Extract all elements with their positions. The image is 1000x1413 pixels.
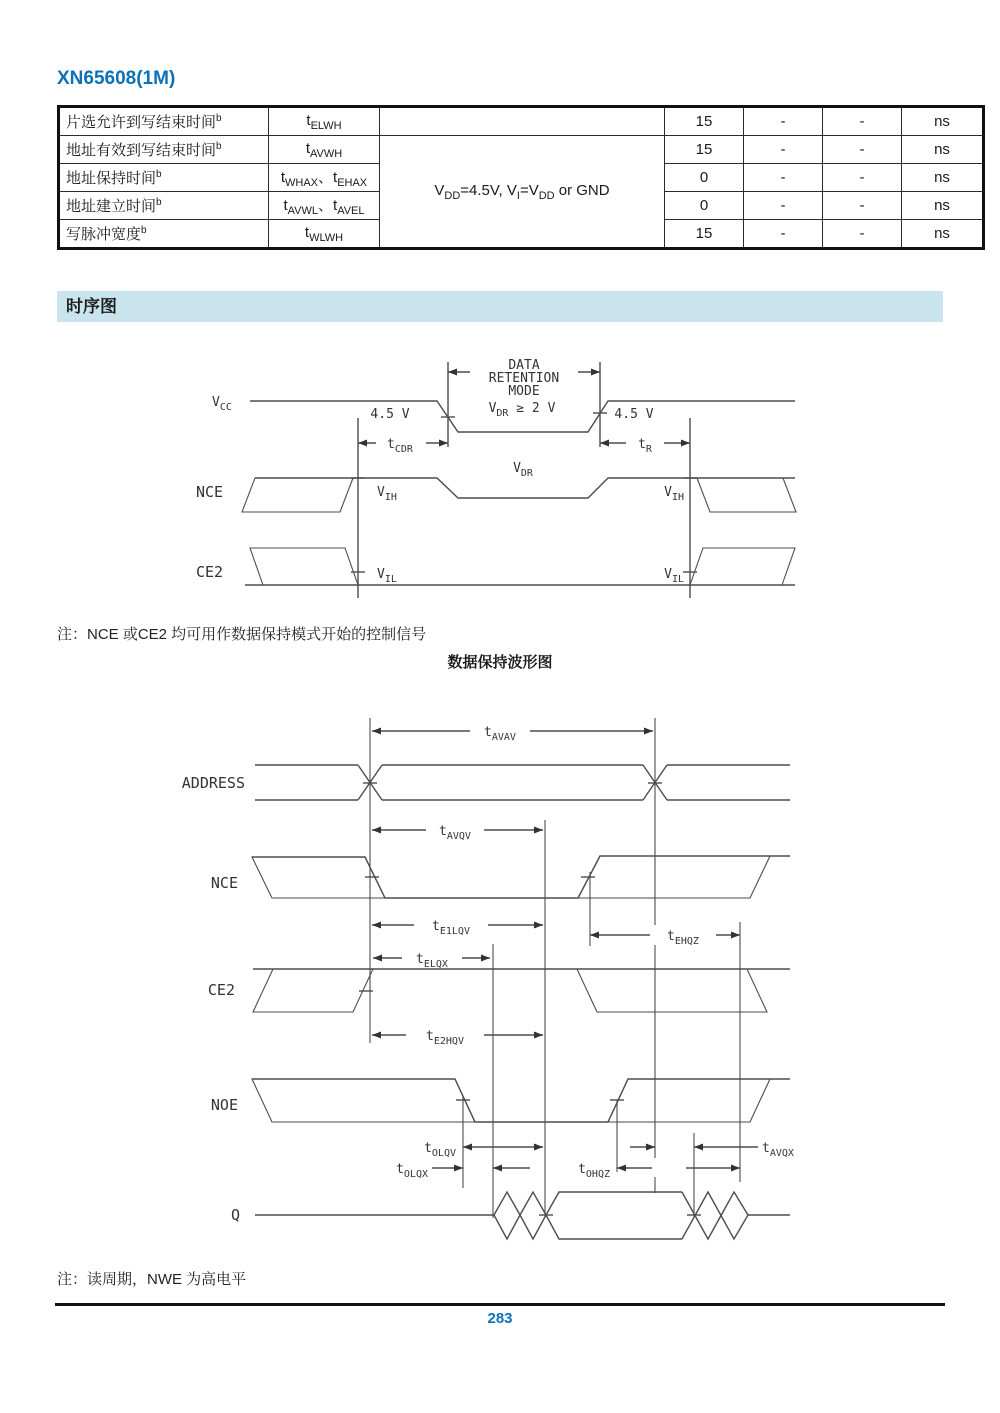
footnote-marker: b (216, 141, 222, 152)
unit-cell: ns (902, 164, 984, 192)
vih-right-label: $V_{IH}$ (664, 485, 684, 503)
tr-label: $t_R$ (638, 437, 652, 455)
param-name: 地址建立时间 (66, 198, 157, 215)
q-invalid-left-zigzag-b (494, 1192, 546, 1239)
vil-right-label: $V_{IL}$ (664, 567, 684, 585)
vcc-label: $V_{CC}$ (212, 395, 232, 413)
te1lqv-label: $t_{E1LQV}$ (432, 919, 470, 937)
q-valid-band (546, 1192, 682, 1239)
param-name: 片选允许到写结束时间 (66, 114, 217, 131)
condition-text: =V (519, 181, 539, 199)
typ-value: - (744, 107, 823, 136)
data-retention-mode-line2: RETENTION (488, 371, 560, 386)
vdr-signal-label: $V_{DR}$ (513, 461, 533, 479)
min-value: 15 (665, 220, 744, 249)
symbol-main: t (306, 111, 311, 129)
ce2-left-hatch (253, 969, 373, 1012)
param-symbol (269, 136, 380, 164)
q-signal-label: Q (230, 1206, 240, 1224)
param-symbol (269, 107, 380, 136)
section-header-timing-diagram: 时序图 (57, 291, 943, 322)
vil-left-label: $V_{IL}$ (377, 567, 397, 585)
nce-left-hatch (242, 478, 353, 512)
param-name: 写脉冲宽度 (66, 226, 142, 243)
symbol-main: t (305, 139, 310, 157)
min-value: 15 (665, 136, 744, 164)
nce-right-hatch (697, 478, 796, 512)
ce2-signal-label: CE2 (196, 563, 224, 581)
symbol-main-2: t (333, 169, 338, 186)
footnote-marker: b (216, 113, 222, 124)
param-symbol (269, 164, 380, 192)
vih-left-label: $V_{IH}$ (377, 485, 397, 503)
condition-text: or GND (554, 181, 610, 199)
typ-value: - (744, 220, 823, 249)
ce2-right-hatch (690, 548, 795, 585)
vdr-threshold-label: $V_{DR} \ge 2$ V (488, 401, 556, 419)
param-symbol (269, 220, 380, 249)
unit-cell: ns (902, 136, 984, 164)
typ-value: - (744, 136, 823, 164)
symbol-sub-2: AVEL (337, 205, 365, 217)
condition-sub: I (516, 189, 520, 202)
unit-cell: ns (902, 192, 984, 220)
min-value: 0 (665, 164, 744, 192)
nce-signal-label: NCE (210, 874, 238, 892)
symbol-sub: AVWH (309, 147, 343, 160)
unit-cell: ns (902, 107, 984, 136)
footnote-marker: b (141, 225, 147, 236)
symbol-sub: WHAX (285, 177, 318, 189)
symbol-main: t (304, 223, 310, 241)
noe-left-hatch (252, 1079, 475, 1122)
telqx-label: $t_{ELQX}$ (416, 952, 448, 970)
address-crossovers (358, 765, 667, 800)
nce-signal-path (255, 478, 795, 498)
symbol-main: t (283, 197, 288, 214)
condition-sub: DD (444, 189, 461, 202)
condition-cell-empty (380, 107, 665, 136)
tolqv-label: $t_{OLQV}$ (424, 1141, 456, 1159)
nce-signal-label: NCE (196, 483, 224, 501)
timing-parameter-table (57, 105, 950, 250)
read-cycle-waveform (0, 695, 1000, 1270)
noe-signal-label: NOE (210, 1096, 238, 1114)
data-retention-waveform (0, 350, 1000, 612)
table-row (59, 136, 984, 164)
unit-cell: ns (902, 220, 984, 249)
min-value: 15 (665, 107, 744, 136)
tavqx-label: $t_{AVQX}$ (762, 1141, 794, 1159)
max-value: - (823, 220, 902, 249)
tolqx-label: $t_{OLQX}$ (396, 1162, 428, 1180)
param-symbol (269, 192, 380, 220)
footer-divider (55, 1303, 945, 1306)
max-value: - (823, 164, 902, 192)
voltage-45-right: 4.5 V (614, 407, 654, 422)
tehqz-label: $t_{EHQZ}$ (667, 929, 699, 947)
condition-sub: DD (538, 189, 555, 202)
note-data-retention: 注：NCE 或CE2 均可用作数据保持模式开始的控制信号 (57, 626, 427, 643)
tohqz-label: $t_{OHQZ}$ (578, 1162, 610, 1180)
param-name: 地址保持时间 (66, 170, 157, 187)
typ-value: - (744, 192, 823, 220)
ce2-signal-label: CE2 (207, 981, 235, 999)
typ-value: - (744, 164, 823, 192)
symbol-main: t (280, 169, 285, 186)
tavqv-label: $t_{AVQV}$ (439, 824, 471, 842)
tavav-label: $t_{AVAV}$ (484, 725, 516, 743)
table-row (59, 107, 984, 136)
nce-signal-path (252, 856, 790, 898)
ce2-left-hatch (250, 548, 358, 585)
noe-right-hatch (608, 1079, 770, 1122)
max-value: - (823, 136, 902, 164)
symbol-main-2: t (333, 197, 338, 214)
symbol-sub: WLWH (309, 231, 344, 244)
data-retention-mode-line3: MODE (508, 384, 540, 399)
max-value: - (823, 107, 902, 136)
nce-right-hatch (578, 856, 770, 898)
address-signal-label: ADDRESS (181, 774, 245, 792)
min-value: 0 (665, 192, 744, 220)
note-read-cycle: 注：读周期，NWE 为高电平 (57, 1271, 247, 1288)
tcdr-label: $t_{CDR}$ (387, 437, 413, 455)
data-retention-mode-line1: DATA (508, 358, 540, 373)
voltage-45-left: 4.5 V (370, 407, 410, 422)
symbol-sub: AVWL (287, 205, 319, 217)
condition-text: V (434, 181, 445, 199)
ce2-right-hatch (577, 969, 767, 1012)
caption-data-retention-waveform: 数据保持波形图 (447, 654, 553, 671)
page-title: XN65608(1M) (57, 68, 176, 89)
symbol-separator: 、 (318, 197, 334, 214)
footnote-marker: b (156, 197, 162, 208)
footnote-marker: b (156, 169, 162, 180)
max-value: - (823, 192, 902, 220)
page-number: 283 (487, 1310, 513, 1327)
symbol-sub-2: EHAX (337, 177, 368, 189)
symbol-separator: 、 (318, 169, 334, 186)
te2hqv-label: $t_{E2HQV}$ (426, 1029, 464, 1047)
noe-signal-path (252, 1079, 790, 1122)
symbol-sub: ELWH (310, 119, 342, 132)
param-name: 地址有效到写结束时间 (66, 142, 217, 159)
test-condition-cell (380, 136, 665, 249)
condition-text: =4.5V, V (460, 181, 517, 199)
